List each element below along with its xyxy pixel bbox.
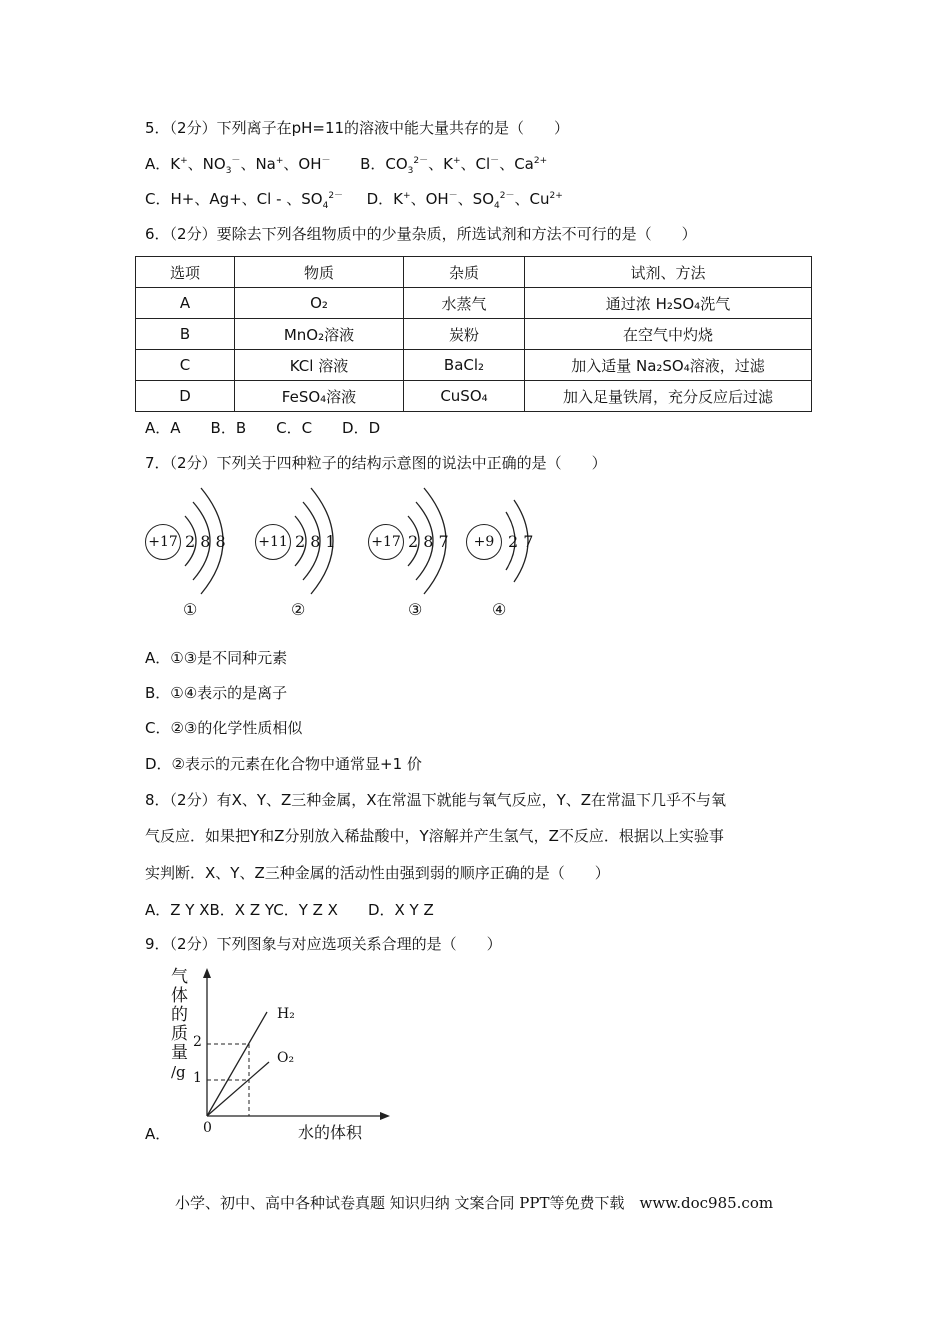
table-cell: B <box>136 319 235 350</box>
q8-stem-line3: 实判断．X、Y、Z三种金属的活动性由强到弱的顺序正确的是（ ） <box>145 864 610 882</box>
table-cell: CuSO₄ <box>404 381 525 412</box>
graph-ytick-2: 2 <box>193 1034 202 1050</box>
table-cell: BaCl₂ <box>404 350 525 381</box>
table-cell: 加入适量 Na₂SO₄溶液，过滤 <box>525 350 812 381</box>
table-cell: FeSO₄溶液 <box>235 381 404 412</box>
table-header-cell: 物质 <box>235 257 404 288</box>
electron-shells: 2 8 8 <box>185 532 226 551</box>
table-cell: KCl 溶液 <box>235 350 404 381</box>
q9-stem: 9．（2分）下列图象与对应选项关系合理的是（ ） <box>145 935 502 953</box>
q5-stem: 5．（2分）下列离子在pH=11的溶液中能大量共存的是（ ） <box>145 119 570 137</box>
electron-shells: 2 7 <box>508 532 534 551</box>
q7-option-a: A．①③是不同种元素 <box>145 649 288 667</box>
table-header-cell: 试剂、方法 <box>525 257 812 288</box>
table-cell: 加入足量铁屑，充分反应后过滤 <box>525 381 812 412</box>
table-cell: A <box>136 288 235 319</box>
table-header-cell: 杂质 <box>404 257 525 288</box>
atom-label: ① <box>183 600 198 619</box>
q7-stem: 7．（2分）下列关于四种粒子的结构示意图的说法中正确的是（ ） <box>145 454 607 472</box>
page-footer: 小学、初中、高中各种试卷真题 知识归纳 文案合同 PPT等免费下载 www.doc985.com <box>175 1194 774 1212</box>
nucleus: +17 <box>145 524 181 560</box>
q8-options: A．Z Y XB．X Z YC．Y Z X D．X Y Z <box>145 901 434 919</box>
table-cell: 通过浓 H₂SO₄洗气 <box>525 288 812 319</box>
table-cell: 水蒸气 <box>404 288 525 319</box>
nucleus: +9 <box>466 524 502 560</box>
table-header-row <box>136 257 812 288</box>
graph-ylabel: 气 体 的 质 量 /g <box>171 967 188 1081</box>
table-row <box>136 319 812 350</box>
q8-stem-line1: 8．（2分）有X、Y、Z三种金属，X在常温下就能与氧气反应，Y、Z在常温下几乎不与氧 <box>145 791 727 809</box>
table-row <box>136 288 812 319</box>
q8-stem-line2: 气反应．如果把Y和Z分别放入稀盐酸中，Y溶解并产生氢气，Z不反应．根据以上实验事 <box>145 827 724 845</box>
table-cell: MnO₂溶液 <box>235 319 404 350</box>
graph-origin: 0 <box>203 1120 212 1136</box>
nucleus: +17 <box>368 524 404 560</box>
electron-shells: 2 8 7 <box>408 532 449 551</box>
q7-option-c: C．②③的化学性质相似 <box>145 719 303 737</box>
atom-label: ④ <box>492 600 507 619</box>
q5-options-ab: A．K+、$NO_3^-$、Na+、OH－ B．$CO_3^{2-}$、K+、Cl－、$Ca^{2+}$ <box>145 155 548 176</box>
table-cell: 在空气中灼烧 <box>525 319 812 350</box>
table-header-cell: 选项 <box>136 257 235 288</box>
graph-ytick-1: 1 <box>193 1070 202 1086</box>
atom-diagram-1 <box>145 486 265 626</box>
q7-option-b: B．①④表示的是离子 <box>145 684 288 702</box>
graph-series-o2-label: O₂ <box>277 1050 295 1066</box>
q6-options: A．A B．B C．C D．D <box>145 419 381 437</box>
table-cell: C <box>136 350 235 381</box>
table-cell: 炭粉 <box>404 319 525 350</box>
table-row <box>136 381 812 412</box>
table-cell: D <box>136 381 235 412</box>
nucleus: +11 <box>255 524 291 560</box>
q5-options-cd: C．H+、Ag+、Cl - 、$SO_4^{2-}$ D．K+、OH－、$SO_4^{2-}$、$Cu^{2+}$ <box>145 190 563 211</box>
q7-option-d: D．②表示的元素在化合物中通常显+1 价 <box>145 755 422 773</box>
q9-graph-a <box>165 968 395 1148</box>
atom-diagram-2 <box>255 486 375 626</box>
table-cell: O₂ <box>235 288 404 319</box>
graph-xlabel: 水的体积 <box>298 1123 363 1142</box>
electron-shells: 2 8 1 <box>295 532 336 551</box>
q9-option-a-label: A． <box>145 1125 171 1143</box>
atom-label: ③ <box>408 600 423 619</box>
table-row <box>136 350 812 381</box>
atom-label: ② <box>291 600 306 619</box>
graph-series-h2-label: H₂ <box>277 1006 295 1022</box>
q6-stem: 6．（2分）要除去下列各组物质中的少量杂质，所选试剂和方法不可行的是（ ） <box>145 225 697 243</box>
atom-diagram-4 <box>466 486 586 626</box>
q6-table <box>135 256 812 412</box>
